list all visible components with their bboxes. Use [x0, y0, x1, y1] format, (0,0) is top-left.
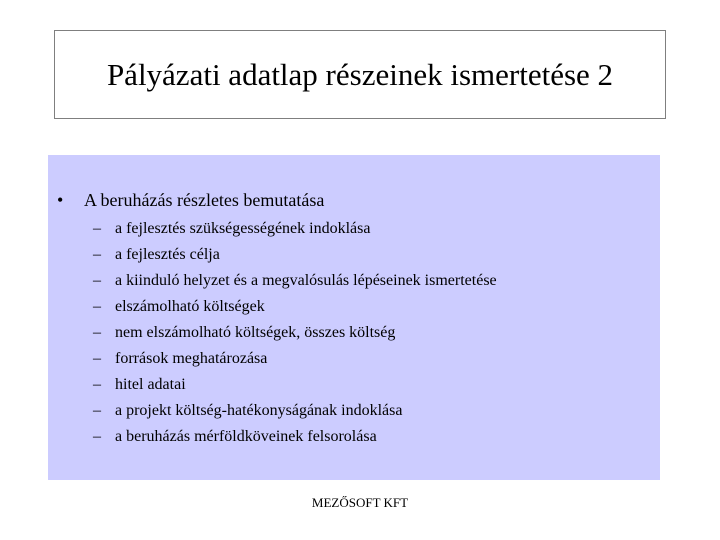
sub-bullet-text: a fejlesztés szükségességének indoklása	[115, 220, 371, 237]
dash-marker: –	[93, 246, 101, 263]
dash-marker: –	[93, 428, 101, 445]
bullet-marker: •	[57, 190, 64, 210]
sub-bullet-text: a fejlesztés célja	[115, 246, 220, 263]
sub-bullet-list	[93, 216, 497, 450]
dash-marker: –	[93, 350, 101, 367]
dash-marker: –	[93, 298, 101, 315]
dash-marker: –	[93, 324, 101, 341]
sub-bullet-item	[93, 424, 497, 450]
sub-bullet-item	[93, 268, 497, 294]
slide-title: Pályázati adatlap részeinek ismertetése 2	[106, 57, 614, 92]
sub-bullet-item	[93, 294, 497, 320]
sub-bullet-item	[93, 320, 497, 346]
dash-marker: –	[93, 376, 101, 393]
sub-bullet-item	[93, 372, 497, 398]
sub-bullet-text: források meghatározása	[115, 350, 268, 367]
content-panel	[48, 155, 660, 480]
sub-bullet-text: hitel adatai	[115, 376, 186, 393]
sub-bullet-text: elszámolható költségek	[115, 298, 265, 315]
footer-company-name: MEZŐSOFT KFT	[311, 495, 409, 510]
sub-bullet-item	[93, 242, 497, 268]
slide-title-box	[54, 30, 666, 119]
sub-bullet-text: nem elszámolható költségek, összes költség	[115, 324, 396, 341]
sub-bullet-text: a kiinduló helyzet és a megvalósulás lépéseinek ismertetése	[115, 272, 497, 289]
main-bullet	[57, 189, 324, 211]
sub-bullet-text: a projekt költség-hatékonyságának indoklása	[115, 402, 403, 419]
sub-bullet-item	[93, 346, 497, 372]
dash-marker: –	[93, 402, 101, 419]
main-bullet-text: A beruházás részletes bemutatása	[84, 190, 325, 210]
dash-marker: –	[93, 272, 101, 289]
dash-marker: –	[93, 220, 101, 237]
sub-bullet-item	[93, 216, 497, 242]
sub-bullet-item	[93, 398, 497, 424]
sub-bullet-text: a beruházás mérföldköveinek felsorolása	[115, 428, 377, 445]
